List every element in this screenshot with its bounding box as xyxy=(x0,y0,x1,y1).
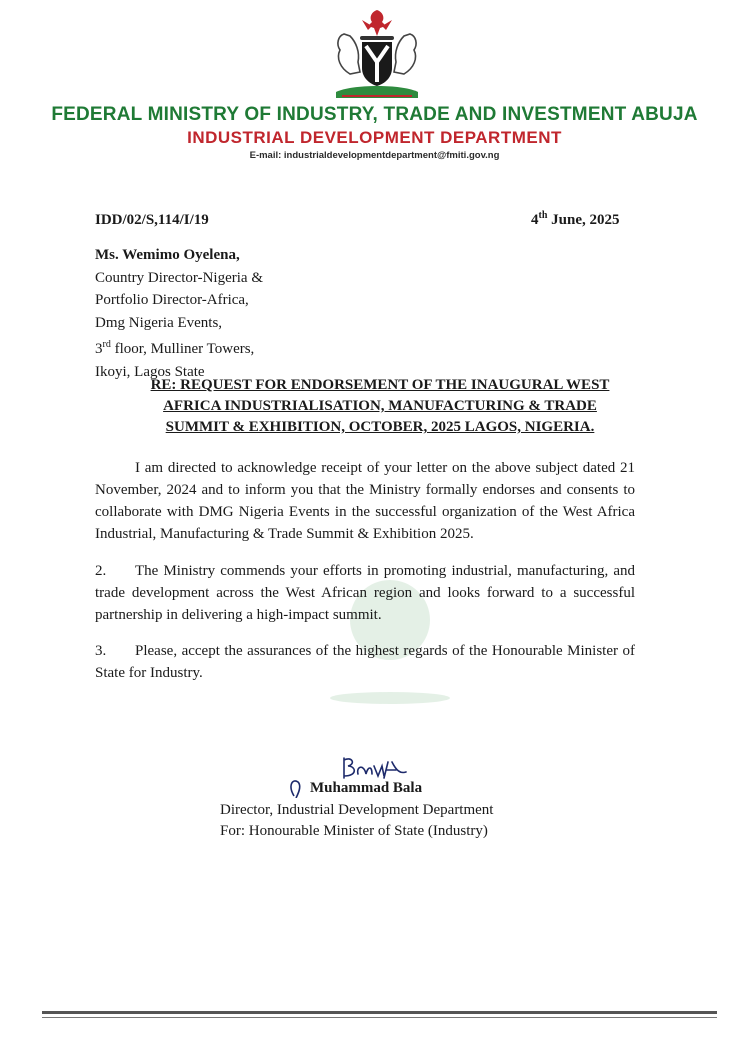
reference-number: IDD/02/S,114/I/19 xyxy=(95,212,209,228)
floor-text: floor, Mulliner Towers, xyxy=(110,341,255,357)
recipient-line: Country Director-Nigeria & xyxy=(95,269,263,286)
letter-date xyxy=(531,210,620,229)
paragraph-text: Please, accept the assurances of the highest regards of the Honourable Minister of State for Industry. xyxy=(95,643,635,681)
department-name: INDUSTRIAL DEVELOPMENT DEPARTMENT xyxy=(187,128,562,147)
footer-rule-thin xyxy=(42,1017,717,1018)
date-day: 4 xyxy=(531,212,539,228)
floor-suffix: rd xyxy=(102,339,111,350)
paragraph-number: 2. xyxy=(95,563,107,579)
date-rest: June, 2025 xyxy=(547,212,620,228)
recipient-line: Dmg Nigeria Events, xyxy=(95,314,223,331)
floor-number: 3 xyxy=(95,341,103,357)
recipient-line: Ikoyi, Lagos State xyxy=(95,363,205,380)
paragraph-number: 3. xyxy=(95,643,107,659)
recipient-address xyxy=(95,244,263,383)
signatory-on-behalf: For: Honourable Minister of State (Industry) xyxy=(220,823,488,839)
coat-of-arms-icon xyxy=(322,6,432,106)
footer-rule xyxy=(42,1011,717,1014)
letter-subject xyxy=(100,375,660,438)
paragraph-text: The Ministry commends your efforts in promoting industrial, manufacturing, and trade development across the West African region and looks forward to a successful partnership in delivering a high-impact summit. xyxy=(95,563,635,623)
subject-line: SUMMIT & EXHIBITION, OCTOBER, 2025 LAGOS, NIGERIA. xyxy=(165,419,595,435)
department-email: E-mail: industrialdevelopmentdepartment@fmiti.gov.ng xyxy=(249,150,500,161)
recipient-line: Portfolio Director-Africa, xyxy=(95,292,249,308)
recipient-name: Ms. Wemimo Oyelena, xyxy=(95,247,240,263)
paragraph-3 xyxy=(95,640,635,684)
recipient-floor-line xyxy=(95,334,263,361)
date-suffix: th xyxy=(538,210,548,221)
paragraph-2 xyxy=(95,560,635,626)
subject-line: AFRICA INDUSTRIALISATION, MANUFACTURING & TRADE xyxy=(163,398,597,414)
signatory-title-block xyxy=(220,800,493,842)
signatory-name: Muhammad Bala xyxy=(310,780,423,796)
ministry-name: FEDERAL MINISTRY OF INDUSTRY, TRADE AND INVESTMENT ABUJA xyxy=(51,104,698,125)
signatory-title: Director, Industrial Development Department xyxy=(220,802,494,818)
subject-line: RE: REQUEST FOR ENDORSEMENT OF THE INAUGURAL WEST xyxy=(150,377,610,393)
paragraph-1: I am directed to acknowledge receipt of your letter on the above subject dated 21 November, 2024 and to inform you that the Ministry formally endorses and consents to collaborate with DMG Nigeria Events in the successful organization of the West Africa Industrial, Manufacturing & Trade Summit & Exhibition 2025. xyxy=(95,460,635,542)
